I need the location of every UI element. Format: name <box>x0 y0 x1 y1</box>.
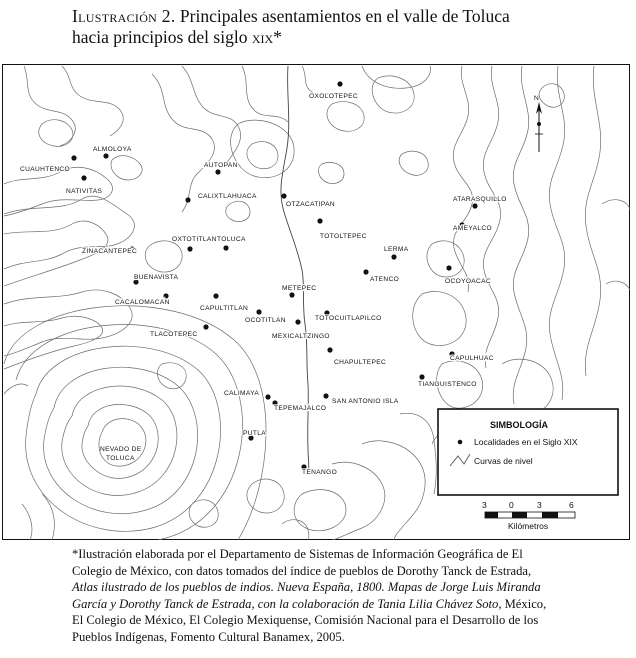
settlement-label: CUAUHTENCO <box>20 166 71 173</box>
settlement-dot <box>337 81 342 86</box>
figure-footnote <box>72 546 558 646</box>
settlement-label: ALMOLOYA <box>93 146 132 153</box>
settlement-dot <box>363 269 368 274</box>
settlement-label: ZINACANTEPEC <box>82 248 138 255</box>
settlement-label: OTZACATIPAN <box>286 201 336 208</box>
settlement-dot <box>203 324 208 329</box>
figure-title-label: Ilustración 2. <box>72 6 176 26</box>
settlement-dot <box>71 155 76 160</box>
settlement-dot <box>419 374 424 379</box>
settlement-label: ATENCO <box>370 276 400 283</box>
scale-tick-3: 6 <box>569 500 574 510</box>
settlement-label: CACALOMACAN <box>115 299 170 306</box>
settlement-label: NATIVITAS <box>66 188 103 195</box>
settlement-dot <box>187 246 192 251</box>
settlement-dot <box>317 218 322 223</box>
settlement-label: CAPULHUAC <box>450 355 494 362</box>
settlement-dot <box>81 175 86 180</box>
settlement-label: ATARASQUILLO <box>453 196 507 203</box>
settlement-label: LERMA <box>384 246 409 253</box>
north-letter: N <box>534 95 540 102</box>
scale-tick-1: 0 <box>509 500 514 510</box>
settlement-label: TEPEMAJALCO <box>274 405 327 412</box>
settlement-label: OXOLOTEPEC <box>309 93 358 100</box>
settlement-label: OXTOTITLAN <box>172 236 217 243</box>
settlement-label: METEPEC <box>282 285 317 292</box>
footnote-italic: Atlas ilustrado de los pueblos de indios. Nueva España, 1800. Mapas de Jorge Luis Miranda García y Dorothy Tanck de Estrada, con la colaboración de Tania Lilia Chávez Soto <box>72 580 541 611</box>
legend-localities: Localidades en el Siglo XIX <box>474 437 578 447</box>
settlement-label: AMEYALCO <box>453 225 492 232</box>
settlement-dot <box>265 394 270 399</box>
settlement-label: AUTOPAN <box>204 162 238 169</box>
settlement-label: OCOTITLAN <box>245 317 286 324</box>
settlement-label: TENANGO <box>302 469 338 476</box>
figure-title <box>72 6 622 48</box>
settlement-dot <box>391 254 396 259</box>
settlement-dot <box>213 293 218 298</box>
scale-tick-2: 3 <box>537 500 542 510</box>
settlement-dot <box>223 245 228 250</box>
settlement-label: CHAPULTEPEC <box>334 359 387 366</box>
settlement-label: MEXICALTZINGO <box>272 333 330 340</box>
settlement-label: TOTOLTEPEC <box>320 233 367 240</box>
footnote-text-2: , México, El Colegio de México, El Colegio Mexiquense, Comisión Nacional para el Desarrollo de los Pueblos Indígenas, Fomento Cultural Banamex, 2005. <box>72 596 547 644</box>
settlement-label: CAPULTITLAN <box>200 305 249 312</box>
figure-title-asterisk: * <box>273 27 282 47</box>
legend-contours: Curvas de nivel <box>474 456 533 466</box>
legend-box <box>438 409 618 495</box>
figure-title-line2: hacia principios del siglo <box>72 27 252 47</box>
settlement-label: OCOYOACAC <box>445 278 492 285</box>
legend-dot-icon <box>458 440 463 445</box>
settlement-label: SAN ANTONIO ISLA <box>332 398 399 405</box>
settlement-dot <box>163 293 168 298</box>
legend-title: SIMBOLOGÍA <box>490 420 548 430</box>
figure-title-century: xix <box>251 27 274 47</box>
settlement-dot <box>289 292 294 297</box>
settlement-label: TLACOTEPEC <box>150 331 198 338</box>
volcano-label-1: NEVADO DE <box>100 446 142 453</box>
settlement-label: TOLUCA <box>217 236 246 243</box>
settlement-dot <box>281 193 286 198</box>
settlement-label: BUENAVISTA <box>134 274 179 281</box>
settlement-label: CALIXTLAHUACA <box>198 193 257 200</box>
figure-title-text: Principales asentamientos en el valle de Toluca <box>175 6 510 26</box>
settlement-dot <box>446 265 451 270</box>
settlement <box>82 246 137 255</box>
map-figure <box>2 64 630 540</box>
settlement-label: TIANGUISTENCO <box>418 381 477 388</box>
settlement-dot <box>327 347 332 352</box>
settlement-label: TOTOCUITLAPILCO <box>315 315 382 322</box>
volcano-label-2: TOLUCA <box>106 455 135 462</box>
scale-unit: Kilómetros <box>508 521 549 531</box>
settlement-dot <box>185 197 190 202</box>
settlement-dot <box>472 203 477 208</box>
footnote-text-1: *Ilustración elaborada por el Departamento de Sistemas de Información Geográfica de El Colegio de México, con datos tomados del índice de pueblos de Dorothy Tanck de Estrada, <box>72 547 532 578</box>
scale-tick-0: 3 <box>482 500 487 510</box>
settlement-dot <box>256 309 261 314</box>
settlement-dot <box>323 393 328 398</box>
settlement-dot <box>103 153 108 158</box>
settlement-label: CALIMAYA <box>224 390 260 397</box>
settlement-label: PUTLA <box>243 430 267 437</box>
settlement-dot <box>215 169 220 174</box>
settlement-dot <box>295 319 300 324</box>
